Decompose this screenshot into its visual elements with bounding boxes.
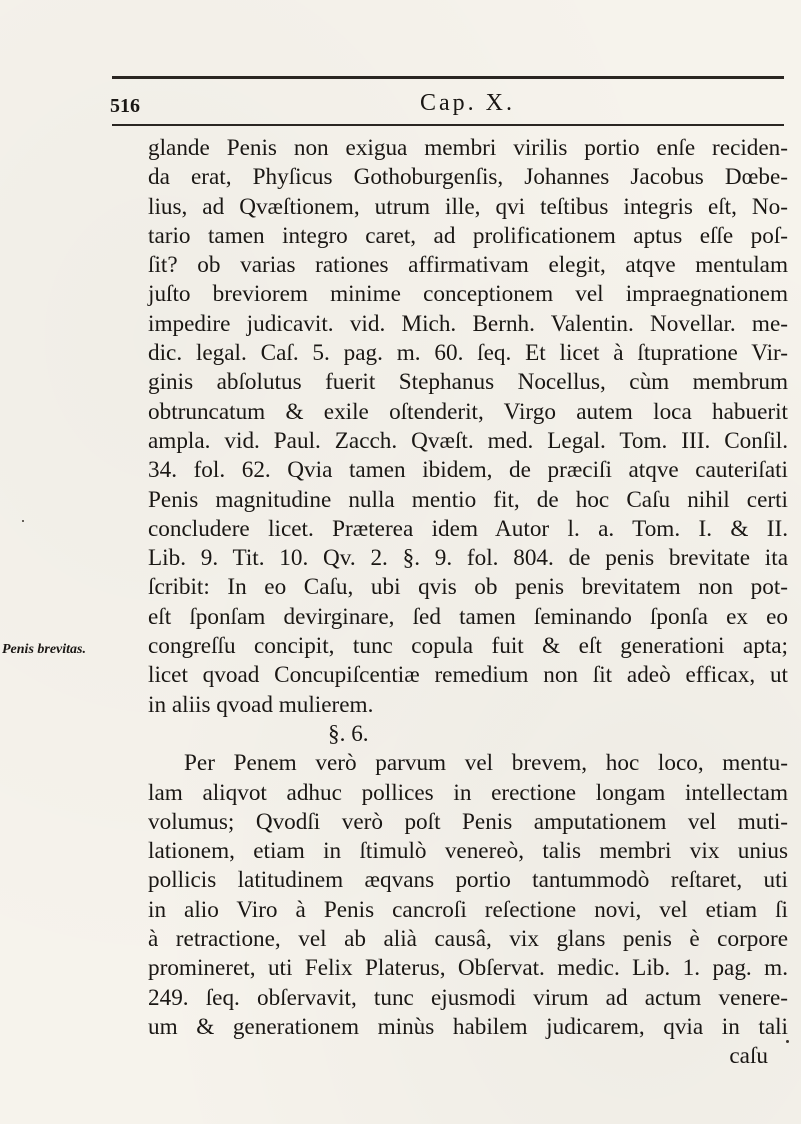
text-line: à retractione, vel ab alià causâ, vix glans penis è corpore	[148, 926, 788, 953]
text-line: Lib. 9. Tit. 10. Qv. 2. §. 9. fol. 804. de penis brevitate ita	[148, 545, 788, 572]
text-line: ampla. vid. Paul. Zacch. Qvæſt. med. Legal. Tom. III. Conſil.	[148, 427, 788, 454]
text-body	[148, 134, 788, 1072]
text-line: in alio Viro à Penis cancroſi reſectione novi, vel etiam ſi	[148, 896, 788, 923]
text-line: lam aliqvot adhuc pollices in erectione longam intellectam	[148, 779, 788, 806]
paper-speck	[22, 520, 24, 522]
text-line: da erat, Phyſicus Gothoburgenſis, Johannes Jacobus Dœbe-	[148, 164, 788, 191]
page-number: 516	[110, 95, 140, 117]
text-line: dic. legal. Caſ. 5. pag. m. 60. ſeq. Et licet à ſtupratione Vir-	[148, 340, 788, 367]
text-line: um & generationem minùs habilem judicarem, qvia in tali	[148, 1013, 788, 1040]
text-line: juſto breviorem minime conceptionem vel impraegnationem	[148, 281, 788, 308]
text-line: licet qvoad Concupiſcentiæ remedium non ſit adeò efficax, ut	[148, 662, 788, 689]
paper-speck	[786, 1040, 789, 1043]
text-line: 34. fol. 62. Qvia tamen ibidem, de præciſi atqve cauteriſati	[148, 457, 788, 484]
text-line: glande Penis non exigua membri virilis portio enſe reciden-	[148, 135, 788, 161]
text-line: in aliis qvoad mulierem.	[148, 691, 374, 718]
text-line: Per Penem verò parvum vel brevem, hoc loco, mentu-	[184, 750, 788, 777]
text-line: eſt ſponſam devirginare, ſed tamen ſeminando ſponſa ex eo	[148, 603, 788, 630]
header-rule	[112, 124, 784, 126]
text-line: volumus; Qvodſi verò poſt Penis amputationem vel muti-	[148, 808, 788, 835]
text-line: ginis abſolutus fuerit Stephanus Nocellus, cùm membrum	[148, 369, 788, 396]
text-line: concludere licet. Præterea idem Autor l. a. Tom. I. & II.	[148, 515, 788, 542]
text-line: lius, ad Qvæſtionem, utrum ille, qvi teſtibus integris eſt, No-	[148, 193, 788, 220]
text-line: pollicis latitudinem æqvans portio tantummodò reſtaret, uti	[148, 867, 788, 894]
catchword: caſu	[729, 1043, 768, 1070]
text-line: Penis magnitudine nulla mentio fit, de hoc Caſu nihil certi	[148, 486, 788, 513]
top-rule	[112, 76, 784, 79]
margin-note: Penis brevitas.	[2, 642, 86, 657]
text-line: 249. ſeq. obſervavit, tunc ejusmodi virum ad actum venere-	[148, 984, 788, 1011]
text-line: ſcribit: In eo Caſu, ubi qvis ob penis brevitatem non pot-	[148, 574, 788, 601]
text-line: impedire judicavit. vid. Mich. Bernh. Valentin. Novellar. me-	[148, 310, 788, 337]
text-line: ſit? ob varias rationes affirmativam elegit, atqve mentulam	[148, 252, 788, 279]
text-line: obtruncatum & exile oſtenderit, Virgo autem loca habuerit	[148, 398, 788, 425]
section-heading: §. 6.	[328, 720, 369, 747]
text-line: lationem, etiam in ſtimulò venereò, talis membri vix unius	[148, 838, 788, 865]
text-line: promineret, uti Felix Platerus, Obſervat. medic. Lib. 1. pag. m.	[148, 955, 788, 982]
chapter-heading: Cap. X.	[420, 90, 515, 116]
text-line: tario tamen integro caret, ad prolificationem aptus eſſe poſ-	[148, 222, 788, 249]
text-line: congreſſu concipit, tunc copula fuit & eſt generationi apta;	[148, 633, 788, 660]
